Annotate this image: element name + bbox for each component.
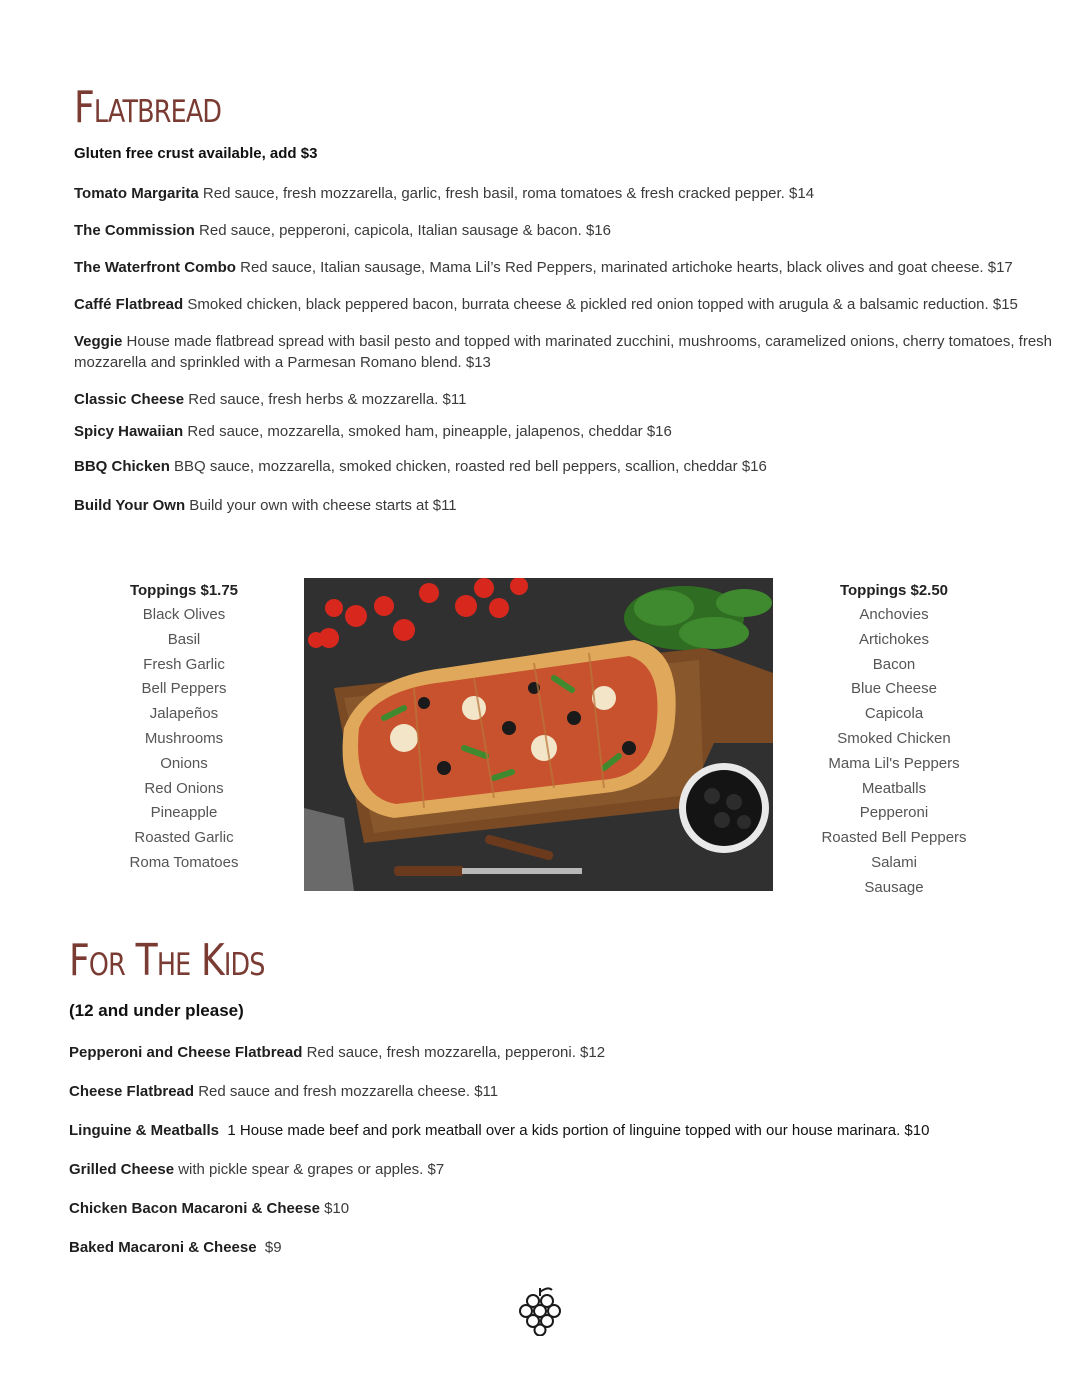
kids-item [69, 1198, 349, 1219]
item-description: 1 House made beef and pork meatball over a kids portion of linguine topped with our house marinara. $10 [219, 1122, 930, 1139]
topping-item: Bacon [872, 655, 916, 673]
topping-item: Roasted Bell Peppers [821, 829, 967, 847]
kids-heading: For The Kids [69, 935, 265, 986]
item-description: Red sauce, fresh mozzarella, pepperoni. $12 [302, 1044, 606, 1061]
kids-age-note: (12 and under please) [69, 1001, 244, 1020]
topping-item: Basil [167, 630, 201, 648]
topping-item: Bell Peppers [141, 680, 227, 698]
item-description: Build your own with cheese starts at $11 [185, 497, 457, 514]
item-description: Red sauce, fresh herbs & mozzarella. $11 [184, 391, 467, 408]
toppings-list-175 [104, 578, 264, 876]
kids-item [69, 1042, 605, 1063]
topping-item: Anchovies [859, 606, 929, 623]
kids-item [69, 1120, 929, 1141]
flatbread-item [74, 421, 672, 442]
topping-item: Jalapeños [149, 705, 219, 723]
item-description: BBQ sauce, mozzarella, smoked chicken, roasted red bell peppers, scallion, cheddar $16 [169, 458, 767, 475]
item-description: $9 [256, 1239, 282, 1256]
item-description: Red sauce and fresh mozzarella cheese. $11 [194, 1083, 499, 1100]
flatbread-item [74, 183, 814, 204]
topping-item: Fresh Garlic [143, 655, 225, 673]
topping-item: Smoked Chicken [837, 729, 951, 747]
item-name: Chicken Bacon Macaroni & Cheese [69, 1200, 320, 1217]
topping-item: Salami [871, 853, 917, 871]
item-description: Red sauce, mozzarella, smoked ham, pineapple, jalapenos, cheddar $16 [183, 423, 672, 440]
topping-item: Black Olives [142, 606, 226, 623]
item-description: $10 [319, 1200, 350, 1217]
toppings-list-250 [804, 578, 984, 901]
olive-bowl [679, 763, 769, 853]
topping-item: Sausage [864, 878, 924, 896]
item-name: Spicy Hawaiian [74, 423, 184, 440]
flatbread-item [74, 257, 1013, 278]
item-description: Smoked chicken, black peppered bacon, burrata cheese & pickled red onion topped with arugula & a balsamic reduction. $15 [183, 296, 1018, 313]
flatbread-item [74, 331, 1080, 373]
item-name: Build Your Own [74, 497, 186, 514]
flatbread-item [74, 220, 611, 241]
topping-item: Mushrooms [144, 729, 224, 747]
flatbread-item [74, 294, 1018, 315]
topping-item: Roma Tomatoes [129, 853, 239, 871]
item-name: Baked Macaroni & Cheese [69, 1239, 257, 1256]
flatbread-item [74, 495, 457, 516]
kids-item [69, 1159, 444, 1180]
item-description: Red sauce, Italian sausage, Mama Lil’s Red Peppers, marinated artichoke hearts, black olives and goat cheese. $17 [235, 259, 1013, 276]
topping-item: Capicola [864, 705, 924, 723]
item-description: Red sauce, pepperoni, capicola, Italian sausage & bacon. $16 [194, 222, 611, 239]
item-name: The Waterfront Combo [74, 259, 236, 276]
topping-item: Meatballs [861, 779, 927, 797]
item-name: Cheese Flatbread [69, 1083, 195, 1100]
kids-item [69, 1081, 498, 1102]
toppings-title: Toppings $1.75 [129, 582, 239, 599]
topping-item: Artichokes [858, 630, 930, 648]
topping-item: Mama Lil's Peppers [828, 754, 960, 772]
topping-item: Pepperoni [859, 804, 929, 822]
item-name: Veggie [74, 333, 123, 350]
topping-item: Red Onions [144, 779, 224, 797]
item-description: with pickle spear & grapes or apples. $7 [174, 1161, 445, 1178]
kids-item [69, 1237, 282, 1258]
item-description: Red sauce, fresh mozzarella, garlic, fresh basil, roma tomatoes & fresh cracked pepper. $14 [198, 185, 815, 202]
item-name: Grilled Cheese [69, 1161, 175, 1178]
flatbread-heading: Flatbread [74, 82, 222, 133]
topping-item: Onions [160, 754, 208, 772]
grapes-icon [518, 1284, 562, 1336]
flatbread-item [74, 456, 767, 477]
item-name: Tomato Margarita [74, 185, 199, 202]
item-name: Classic Cheese [74, 391, 185, 408]
flatbread-item [74, 389, 466, 410]
item-name: Caffé Flatbread [74, 296, 184, 313]
topping-item: Roasted Garlic [134, 829, 234, 847]
topping-item: Blue Cheese [851, 680, 937, 698]
item-name: Pepperoni and Cheese Flatbread [69, 1044, 303, 1061]
toppings-title: Toppings $2.50 [839, 582, 949, 599]
flatbread-gluten-note: Gluten free crust available, add $3 [74, 145, 318, 162]
topping-item: Pineapple [150, 804, 218, 822]
flatbread-pizza-photo [304, 578, 773, 891]
item-name: BBQ Chicken [74, 458, 170, 475]
item-description: House made flatbread spread with basil pesto and topped with marinated zucchini, mushrooms, caramelized onions, cherry tomatoes, fresh mozzarella and sprinkled with a Parmesan Romano blend. $13 [74, 333, 1053, 371]
item-name: Linguine & Meatballs [69, 1122, 220, 1139]
item-name: The Commission [74, 222, 195, 239]
